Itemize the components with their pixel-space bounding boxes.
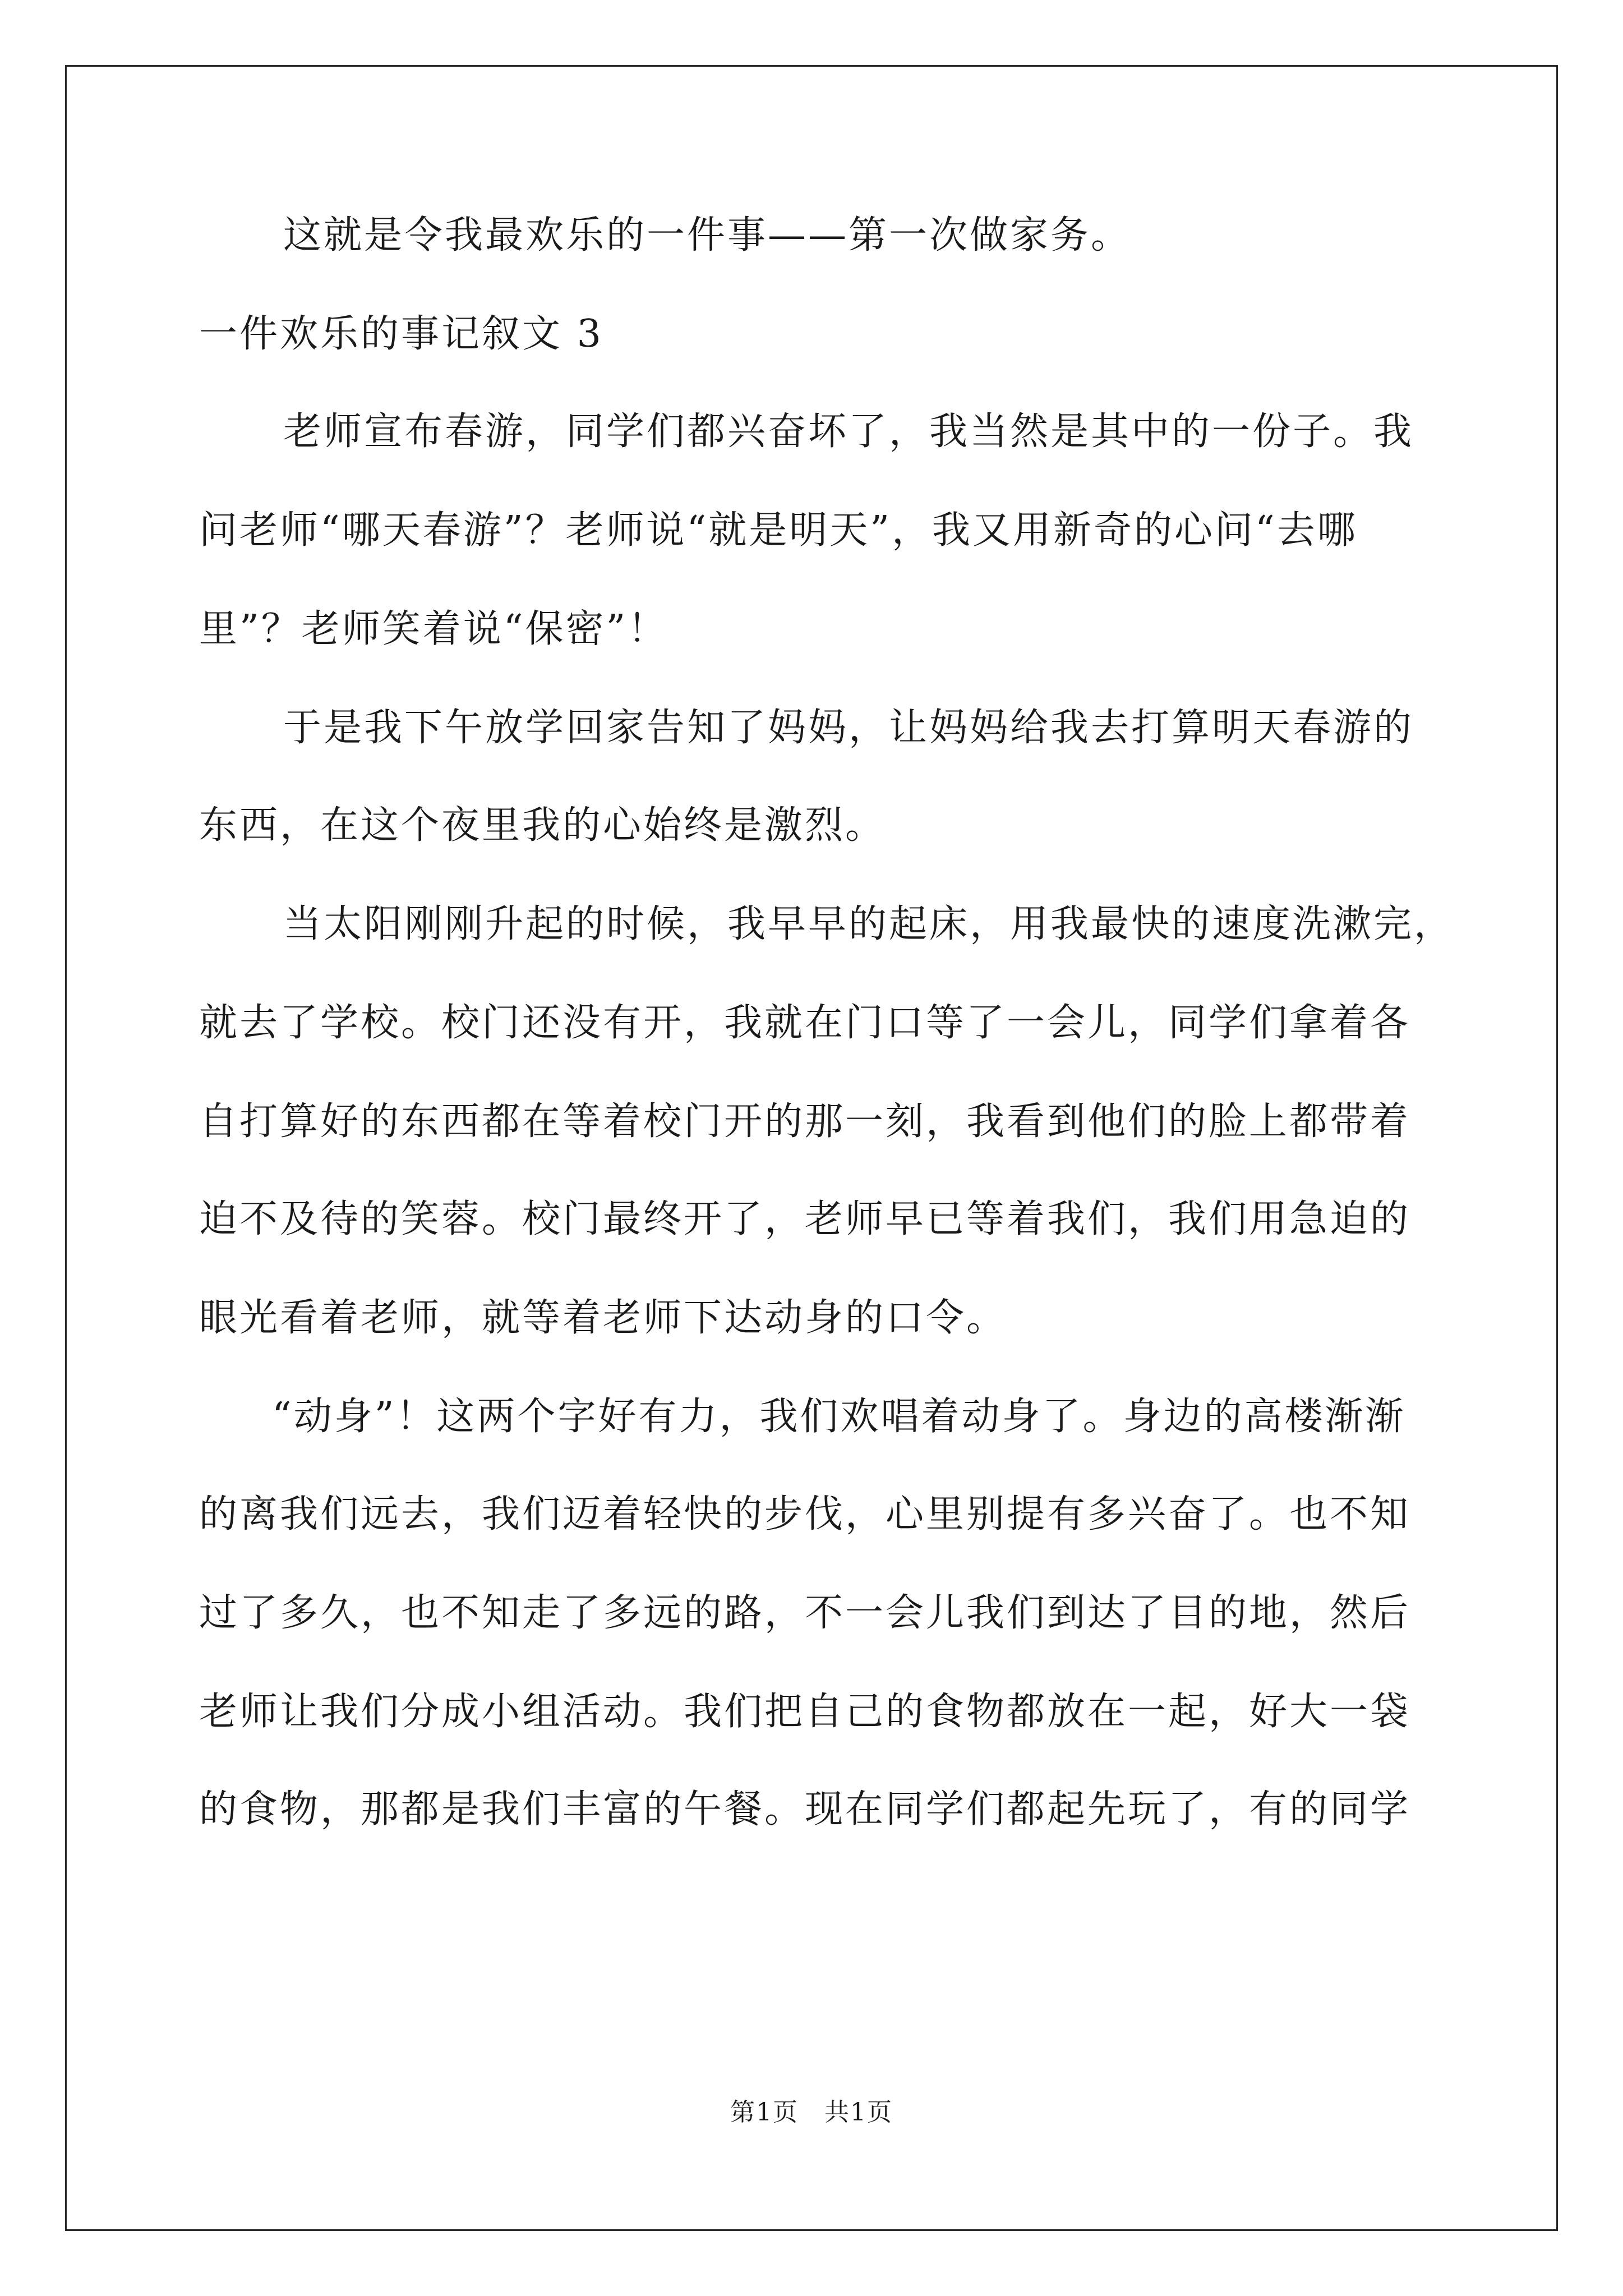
paragraph-line: 问老师“哪天春游”？老师说“就是明天”，我又用新奇的心问“去哪 [199,508,1358,553]
paragraph-line: 的食物，那都是我们丰富的午餐。现在同学们都起先玩了，有的同学 [199,1787,1411,1832]
paragraph-line: 里”？老师笑着说“保密”！ [199,607,668,651]
paragraph-line: 自打算好的东西都在等着校门开的那一刻，我看到他们的脸上都带着 [199,1099,1411,1144]
paragraph-line: “动身”！这两个字好有力，我们欢唱着动身了。身边的高楼渐渐 [272,1395,1406,1439]
paragraph-line: 老师让我们分成小组活动。我们把自己的食物都放在一起，好大一袋 [199,1690,1411,1734]
page-border [65,65,1558,2231]
paragraph-line: 这就是令我最欢乐的一件事——第一次做家务。 [283,213,1132,257]
paragraph-line: 就去了学校。校门还没有开，我就在门口等了一会儿，同学们拿着各 [199,1001,1411,1045]
paragraph-line: 眼光看着老师，就等着老师下达动身的口令。 [199,1296,1007,1340]
paragraph-line: 于是我下午放学回家告知了妈妈，让妈妈给我去打算明天春游的 [283,706,1414,750]
paragraph-line: 过了多久，也不知走了多远的路，不一会儿我们到达了目的地，然后 [199,1591,1411,1635]
paragraph-line: 东西，在这个夜里我的心始终是激烈。 [199,803,886,848]
paragraph-line: 老师宣布春游，同学们都兴奋坏了，我当然是其中的一份子。我 [283,409,1414,454]
page-number-footer: 第1页 共1页 [730,2098,893,2127]
section-heading: 一件欢乐的事记叙文 3 [199,312,603,356]
paragraph-line: 迫不及待的笑蓉。校门最终开了，老师早已等着我们，我们用急迫的 [199,1197,1411,1241]
paragraph-line: 的离我们远去，我们迈着轻快的步伐，心里别提有多兴奋了。也不知 [199,1492,1411,1536]
paragraph-line: 当太阳刚刚升起的时候，我早早的起床，用我最快的速度洗漱完， [283,902,1455,946]
